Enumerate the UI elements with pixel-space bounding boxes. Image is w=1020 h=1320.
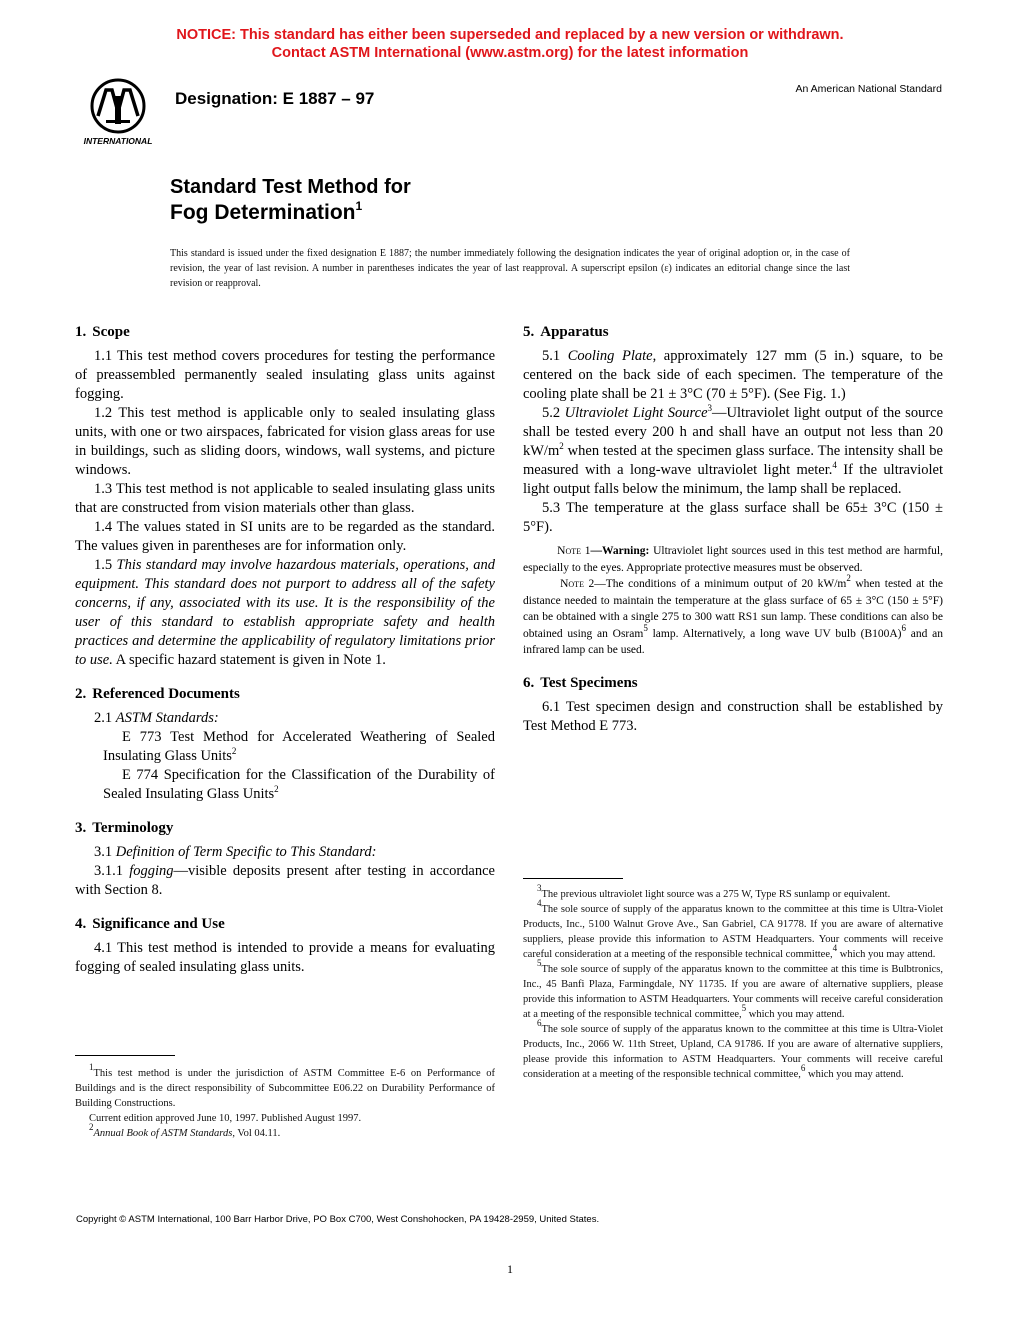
paragraph-1-2: 1.2 This test method is applicable only to sealed insulating glass units, with one or two airspaces, fabricated for vision glass areas for use in buildings, such as sliding doors, windows, wall systems, and picture windows. <box>75 405 495 478</box>
page-number: 1 <box>507 1262 513 1276</box>
logo-wordmark: INTERNATIONAL <box>83 136 153 146</box>
section-heading-apparatus: 5. Apparatus <box>523 324 609 340</box>
footnote-4: $^4$The sole source of supply of the apparatus known to the committee at this time is Ultra-Violet Products, Inc., 5100 Walnut Grove Ave., San Gabriel, CA 91778. If you are aware of alternative suppliers, please provide this information to ASTM Headquarters. Your comments will receive careful consideration at a meeting of the responsible technical committee,$^4$ which you may attend. <box>523 898 943 960</box>
section-heading-terminology: 3. Terminology <box>75 820 174 836</box>
note-1: Note 1—Warning: Ultraviolet light sources used in this test method are harmful, especially to the eyes. Appropriate protective measures must be observed. <box>523 545 943 574</box>
footnote-6: $^6$The sole source of supply of the apparatus known to the committee at this time is Ultra-Violet Products, Inc., 2066 W. 11th Street, Upland, CA 91786. If you are aware of alternative suppliers, please provide this information to ASTM Headquarters. Your comments will receive careful consideration at a meeting of the responsible technical committee,$^6$ which you may attend. <box>523 1018 943 1080</box>
paragraph-5-2: 5.2 Ultraviolet Light Source$^3$—Ultraviolet light output of the source shall be tested every 200 h and shall have an output not less than 20 $kW/m^2$ when tested at the specimen glass surface. The intensity shall be measured with a long-wave ultraviolet light meter.$^4$ If the ultraviolet light output falls below the minimum, the lamp shall be replaced. <box>523 403 944 497</box>
reference-e773: E 773 Test Method for Accelerated Weathering of Sealed Insulating Glass Units$^2$ <box>103 729 495 764</box>
document-title <box>170 174 411 226</box>
title-line-1: Standard Test Method for <box>170 176 411 198</box>
section-heading-scope: 1. Scope <box>75 324 130 340</box>
reference-e774: E 774 Specification for the Classification of the Durability of Sealed Insulating Glass Units$^2$ <box>103 767 495 802</box>
paragraph-4-1: 4.1 This test method is intended to provide a means for evaluating fogging of sealed insulating glass units. <box>75 940 495 975</box>
paragraph-2-1: 2.1 ASTM Standards: <box>94 710 219 726</box>
supersession-notice <box>0 26 1020 62</box>
notice-line-2: Contact ASTM International (www.astm.org) for the latest information <box>271 45 749 61</box>
section-heading-referenced-documents: 2. Referenced Documents <box>75 686 240 702</box>
footnotes-right <box>523 883 943 1082</box>
footnote-rule-right <box>523 878 623 879</box>
copyright-line: Copyright © ASTM International, 100 Barr Harbor Drive, PO Box C700, West Conshohocken, PA 19428-2959, United States. <box>76 1214 600 1225</box>
footnote-1: $^1$This test method is under the jurisdiction of ASTM Committee E-6 on Performance of Buildings and is the direct responsibility of Subcommittee E06.22 on Durability Performance of Building Constructions. <box>75 1062 495 1109</box>
astm-logo-mark <box>76 76 160 148</box>
paragraph-1-1: 1.1 This test method covers procedures for testing the performance of preassembled permanently sealed insulating glass units against fogging. <box>75 348 495 402</box>
paragraph-5-3: 5.3 The temperature at the glass surface shall be 65± 3°C (150 ± 5°F). <box>523 500 943 535</box>
astm-logo <box>76 76 160 148</box>
paragraph-6-1: 6.1 Test specimen design and construction shall be established by Test Method E 773. <box>523 698 943 734</box>
national-standard-label: An American National Standard <box>795 83 942 95</box>
title-line-2: Fog Determination <box>170 201 356 224</box>
footnote-2: $^2$Annual Book of ASTM Standards, Vol 04.11. <box>89 1122 281 1139</box>
section-heading-test-specimens: 6. Test Specimens <box>523 674 638 691</box>
paragraph-1-4: 1.4 The values stated in SI units are to be regarded as the standard. The values given in parentheses are for information only. <box>75 519 495 554</box>
designation: Designation: E 1887 – 97 <box>175 89 375 108</box>
title-footnote-mark: 1 <box>355 199 363 213</box>
footnote-3: $^3$The previous ultraviolet light source was a 275 W, Type RS sunlamp or equivalent. <box>537 883 891 900</box>
paragraph-1-5: 1.5 This standard may involve hazardous materials, operations, and equipment. This standard does not purport to address all of the safety concerns, if any, associated with its use. It is the responsibility of the user of this standard to establish appropriate safety and health practices and determine the applicability of regulatory limitations prior to use. A specific hazard statement is given in Note 1. <box>75 557 496 668</box>
footnote-rule-left <box>75 1055 175 1056</box>
paragraph-3-1-1: 3.1.1 fogging—visible deposits present after testing in accordance with Section 8. <box>75 863 495 898</box>
right-column <box>523 322 943 736</box>
paragraph-3-1: 3.1 Definition of Term Specific to This Standard: <box>94 844 377 860</box>
footnote-1-edition: Current edition approved June 10, 1997. Published August 1997. <box>89 1113 362 1124</box>
notice-line-1: NOTICE: This standard has either been superseded and replaced by a new version or withdrawn. <box>176 27 844 43</box>
paragraph-5-1: 5.1 Cooling Plate, approximately 127 mm (5 in.) square, to be centered on the back side of each specimen. The temperature of the cooling plate shall be 21 ± 3°C (70 ± 5°F). (See Fig. 1.) <box>523 348 943 402</box>
issuance-note: This standard is issued under the fixed designation E 1887; the number immediately following the designation indicates the year of original adoption or, in the case of revision, the year of last revision. A number in parentheses indicates the year of last reapproval. A superscript epsilon (ε) indicates an editorial change since the last revision or reapproval. <box>170 248 850 289</box>
footnote-5: $^5$The sole source of supply of the apparatus known to the committee at this time is Bulbtronics, Inc., 45 Banfi Plaza, Farmingdale, NY 11735. If you are aware of alternative suppliers, please provide this information to ASTM Headquarters. Your comments will receive careful consideration at a meeting of the responsible technical committee,$^5$ which you may attend. <box>523 958 943 1020</box>
section-heading-significance: 4. Significance and Use <box>75 916 225 932</box>
left-column <box>75 322 495 977</box>
footnotes-left <box>75 1062 495 1141</box>
paragraph-1-3: 1.3 This test method is not applicable to sealed insulating glass units that are constructed from vision materials other than glass. <box>75 481 495 516</box>
note-2: Note 2—The conditions of a minimum output of 20 $kW/m^2$ when tested at the distance needed to maintain the temperature at the glass surface of 65 ± 3°C (150 ± 5°F) can be obtained with a single 275 to 300 watt RS1 sun lamp. These conditions can also be obtained using an Osram$^5$ lamp. Alternatively, a long wave UV bulb $(B100A)^6$ and an infrared lamp can be used. <box>523 573 943 656</box>
